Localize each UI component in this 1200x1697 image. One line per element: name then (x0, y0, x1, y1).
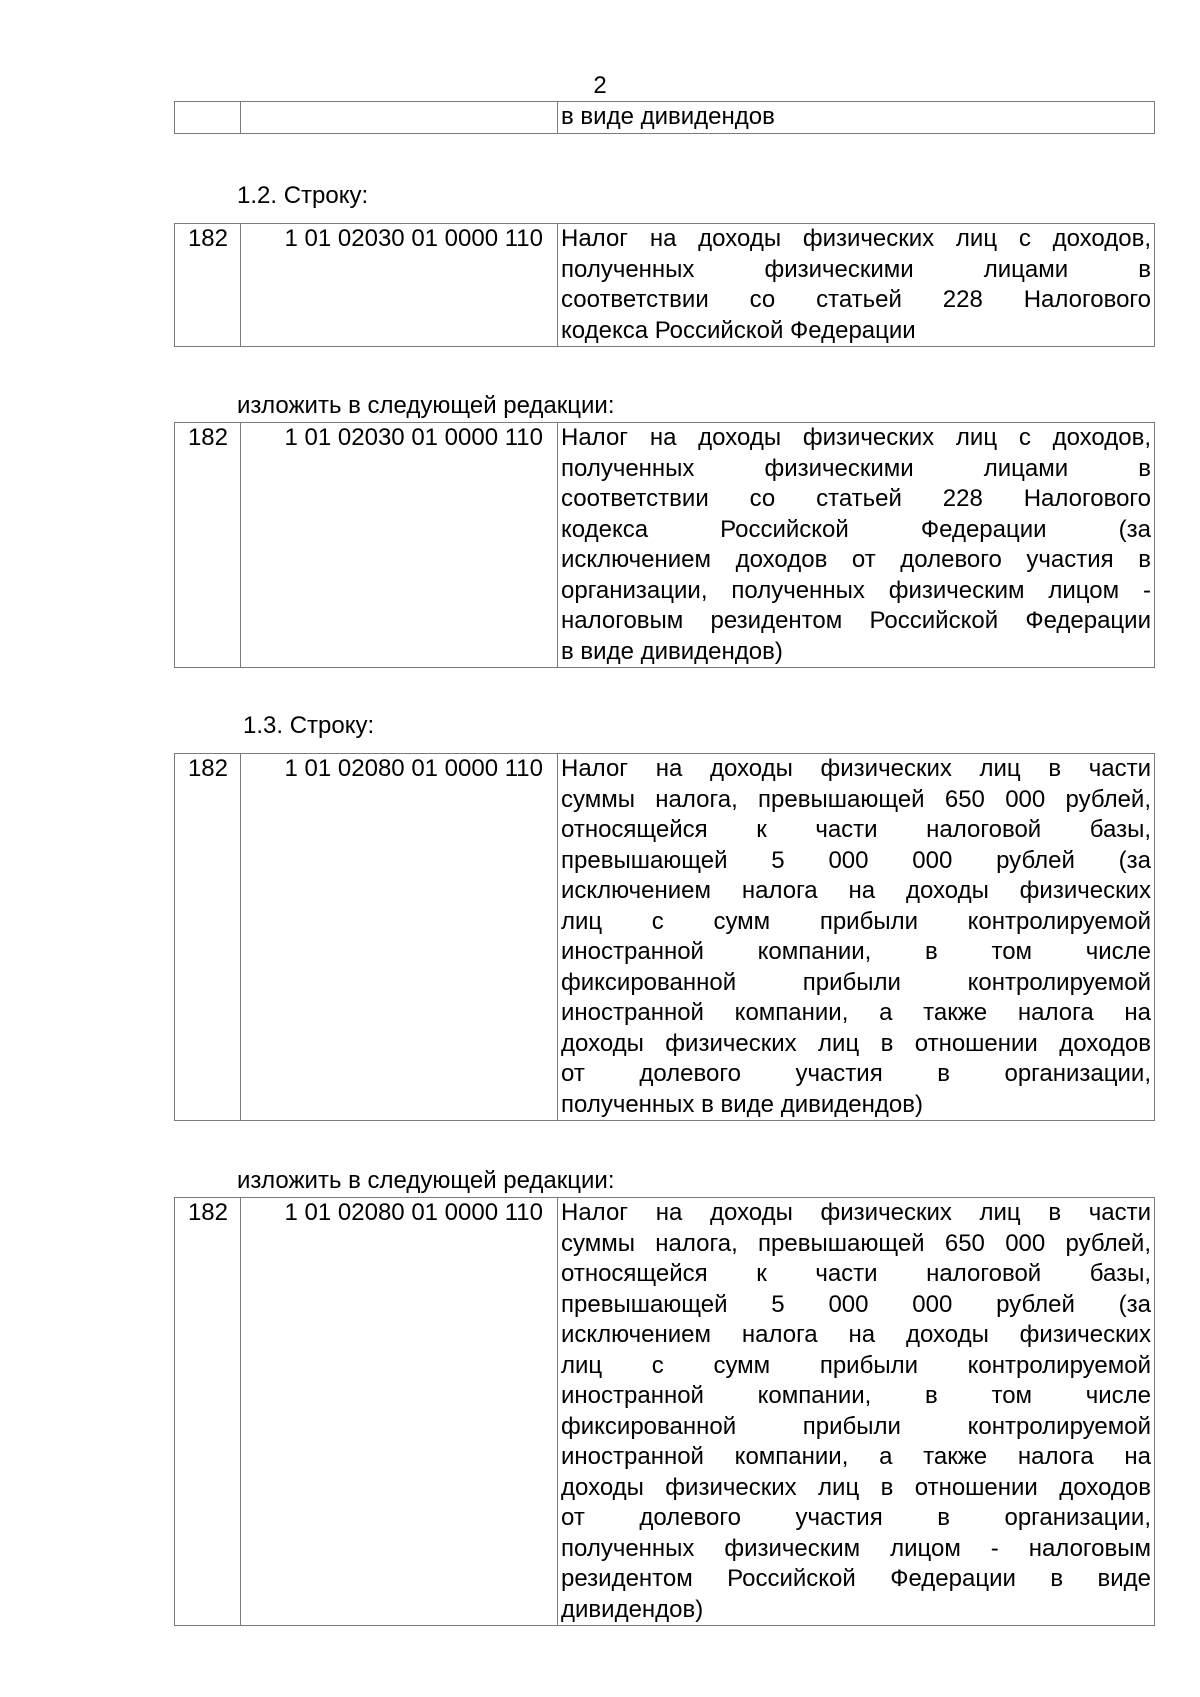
name-line: дивидендов) (561, 1595, 704, 1623)
name-line: иностранной компании, а также налога на (561, 1443, 1151, 1470)
codes-table (174, 753, 1155, 1121)
name-line: исключением доходов от долевого участия в (561, 546, 1151, 573)
page-number: 2 (593, 72, 607, 99)
name-line: лиц с сумм прибыли контролируемой (561, 907, 1151, 935)
name-line: Налог на доходы физических лиц с доходов, (561, 225, 1151, 252)
code-cell: 182 (175, 1198, 241, 1626)
name-line: исключением налога на доходы физических (561, 1321, 1151, 1348)
table-row (175, 102, 1155, 134)
name-line: резидентом Российской Федерации в виде (561, 1565, 1151, 1592)
section-heading: изложить в следующей редакции: (237, 392, 615, 419)
codes-table (174, 1197, 1155, 1626)
name-line: превышающей 5 000 000 рублей (за (561, 1290, 1151, 1318)
name-line: суммы налога, превышающей 650 000 рублей, (561, 785, 1151, 813)
name-line: организации, полученных физическим лицом - (561, 576, 1151, 604)
kbk-cell: 1 01 02030 01 0000 110 (241, 224, 558, 347)
name-line: кодекса Российской Федерации (за (561, 515, 1151, 543)
name-cell (558, 423, 1155, 668)
name-cell (558, 1198, 1155, 1626)
name-line: Налог на доходы физических лиц в части (561, 1199, 1151, 1226)
name-line: иностранной компании, в том числе (561, 1382, 1151, 1409)
name-line: превышающей 5 000 000 рублей (за (561, 846, 1151, 874)
kbk-cell: 1 01 02080 01 0000 110 (241, 754, 558, 1121)
name-line: фиксированной прибыли контролируемой (561, 968, 1151, 996)
table-row (175, 224, 1155, 347)
kbk-cell: 1 01 02030 01 0000 110 (241, 423, 558, 668)
name-line: в виде дивидендов (561, 103, 775, 130)
name-line: полученных физическими лицами в (561, 454, 1151, 482)
name-line: полученных в виде дивидендов) (561, 1090, 923, 1118)
name-line: относящейся к части налоговой базы, (561, 1260, 1151, 1287)
section-heading: изложить в следующей редакции: (237, 1167, 615, 1194)
name-line: от долевого участия в организации, (561, 1504, 1151, 1531)
name-line: относящейся к части налоговой базы, (561, 816, 1151, 843)
name-line: суммы налога, превышающей 650 000 рублей, (561, 1229, 1151, 1257)
name-line: полученных физическим лицом - налоговым (561, 1534, 1151, 1562)
name-line: фиксированной прибыли контролируемой (561, 1412, 1151, 1440)
name-line: налоговым резидентом Российской Федерации (561, 607, 1151, 634)
table-row (175, 1198, 1155, 1626)
section-heading: 1.2. Строку: (237, 182, 369, 209)
section-heading: 1.3. Строку: (243, 712, 375, 739)
name-line: кодекса Российской Федерации (561, 316, 916, 344)
name-cell (558, 102, 1155, 134)
codes-table (174, 223, 1155, 347)
name-line: иностранной компании, в том числе (561, 938, 1151, 965)
table-row (175, 423, 1155, 668)
name-cell (558, 754, 1155, 1121)
name-line: исключением налога на доходы физических (561, 877, 1151, 904)
code-cell: 182 (175, 423, 241, 668)
name-line: от долевого участия в организации, (561, 1060, 1151, 1087)
name-cell (558, 224, 1155, 347)
name-line: соответствии со статьей 228 Налогового (561, 286, 1151, 313)
code-cell: 182 (175, 224, 241, 347)
table-row (175, 754, 1155, 1121)
code-cell: 182 (175, 754, 241, 1121)
name-line: соответствии со статьей 228 Налогового (561, 485, 1151, 512)
codes-table (174, 422, 1155, 668)
name-line: полученных физическими лицами в (561, 255, 1151, 283)
name-line: Налог на доходы физических лиц с доходов, (561, 424, 1151, 451)
name-line: в виде дивидендов) (561, 637, 783, 665)
name-line: доходы физических лиц в отношении доходов (561, 1473, 1151, 1501)
kbk-cell (241, 102, 558, 134)
continuation-table (174, 101, 1155, 134)
name-line: лиц с сумм прибыли контролируемой (561, 1351, 1151, 1379)
name-line: доходы физических лиц в отношении доходов (561, 1029, 1151, 1057)
name-line: иностранной компании, а также налога на (561, 999, 1151, 1026)
code-cell (175, 102, 241, 134)
kbk-cell: 1 01 02080 01 0000 110 (241, 1198, 558, 1626)
name-line: Налог на доходы физических лиц в части (561, 755, 1151, 782)
